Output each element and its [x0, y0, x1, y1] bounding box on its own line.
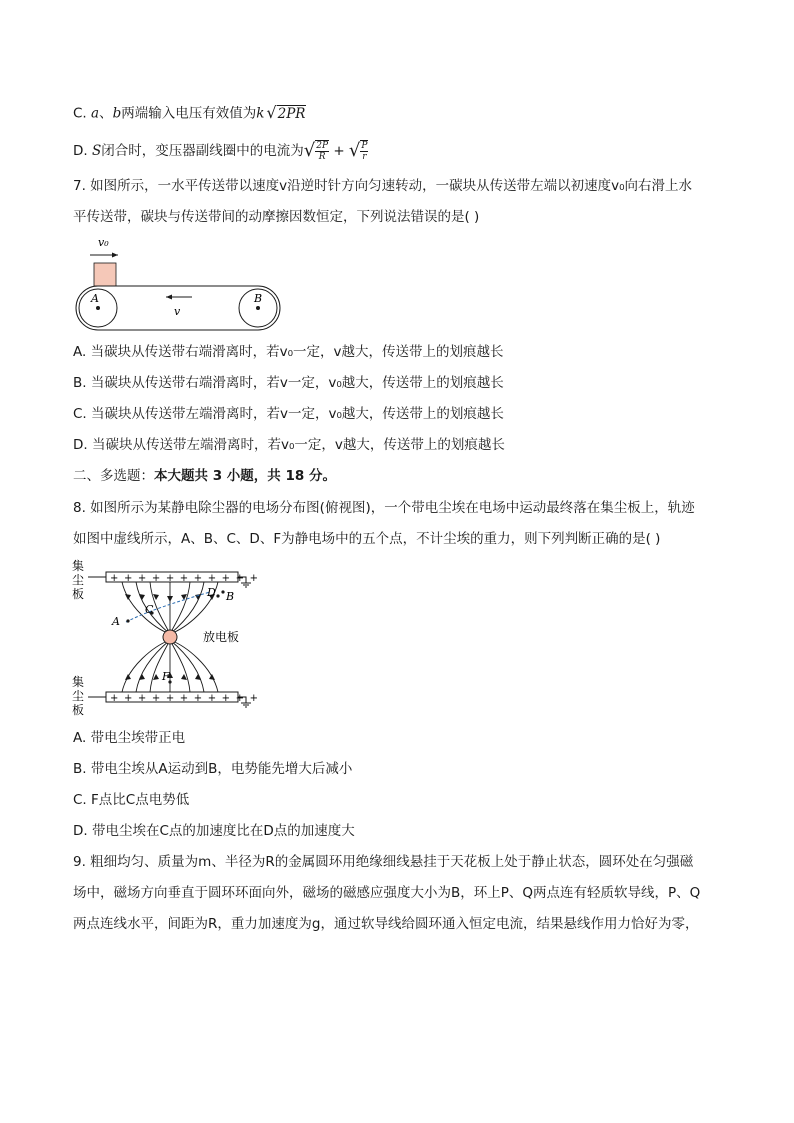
text: 闭合时，变压器副线圈中的电流为 — [101, 143, 304, 159]
numerator: 2P — [316, 141, 329, 151]
q7-option-a: A. 当碳块从传送带右端滑离时，若v₀一定，v越大，传送带上的划痕越长 — [73, 344, 504, 360]
plus: + — [333, 143, 345, 159]
plate-label-char: 尘 — [72, 689, 85, 703]
numerator: P — [361, 141, 368, 151]
q9-line1: 9. 粗细均匀、质量为m、半径为R的金属圆环用绝缘细线悬挂于天花板上处于静止状态，圆环处在匀强磁 — [73, 854, 694, 870]
dust-collector-figure — [70, 556, 270, 721]
plate-label-char: 板 — [72, 703, 85, 717]
q6-option-c — [73, 103, 306, 124]
q8-stem-line2: 如图中虚线所示，A、B、C、D、F为静电场中的五个点，不计尘埃的重力，则下列判断正确的是( ) — [73, 531, 661, 547]
option-label: C. — [73, 105, 92, 122]
math-var: S — [91, 143, 102, 159]
sqrt-expression: √2PR — [266, 103, 306, 122]
label-f: F — [162, 670, 170, 683]
plate-label-char: 集 — [72, 559, 85, 573]
text: 两端输入电压有效值为 — [121, 105, 257, 122]
q8-option-c: C. F点比C点电势低 — [73, 792, 190, 808]
v0-label: v₀ — [98, 236, 109, 249]
q6-option-d: D. S闭合时，变压器副线圈中的电流为√ $\frac{2P}{R}$ + √ $\frac{P}{r}$ — [73, 140, 368, 162]
point-a — [126, 619, 129, 622]
label-d: D — [207, 586, 216, 599]
discharge-label: 放电板 — [203, 630, 240, 644]
plate-label-char: 集 — [72, 675, 85, 689]
v-arrowhead — [166, 295, 172, 300]
q7-option-d: D. 当碳块从传送带左端滑离时，若v₀一定，v越大，传送带上的划痕越长 — [73, 437, 505, 453]
option-label: D. — [73, 143, 92, 159]
field-lines-lower — [122, 640, 218, 692]
q7-option-b: B. 当碳块从传送带右端滑离时，若v一定，v₀越大，传送带上的划痕越长 — [73, 375, 504, 391]
v0-arrowhead — [112, 253, 118, 258]
fraction — [315, 140, 329, 162]
label-a: A — [112, 615, 120, 628]
v-label: v — [174, 305, 181, 318]
pulley-a-axis — [96, 306, 100, 310]
conveyor-figure — [74, 234, 284, 334]
math-var: a — [91, 105, 100, 122]
q9-line2: 场中，磁场方向垂直于圆环环面向外，磁场的磁感应强度大小为B，环上P、Q两点连有轻质软导线，P、Q — [73, 885, 701, 901]
denominator: r — [362, 152, 367, 162]
label-b: B — [254, 292, 263, 305]
label-b: B — [226, 590, 235, 603]
carbon-block — [94, 263, 116, 286]
q8-option-a: A. 带电尘埃带正电 — [73, 730, 186, 746]
plate-label-char: 板 — [72, 587, 85, 601]
field-lines-upper — [122, 582, 218, 634]
section-heading — [73, 466, 336, 486]
fraction — [360, 140, 368, 162]
q7-option-c: C. 当碳块从传送带左端滑离时，若v一定，v₀越大，传送带上的划痕越长 — [73, 406, 504, 422]
point-b — [221, 590, 224, 593]
label-c: C — [145, 603, 154, 616]
math-var: b — [112, 105, 122, 122]
q9-line3: 两点连线水平，间距为R，重力加速度为g，通过软导线给圆环通入恒定电流，结果悬线作用力恰好为零， — [73, 916, 699, 932]
bottom-plate-charges: + + + + + + + + + + + — [110, 693, 260, 704]
label-a: A — [91, 292, 99, 305]
q7-stem-line2: 平传送带，碳块与传送带间的动摩擦因数恒定，下列说法错误的是( ) — [73, 209, 480, 225]
pulley-b-axis — [256, 306, 260, 310]
section-title: 二、多选题： — [73, 468, 154, 484]
text: 、 — [99, 105, 113, 122]
math-var: k — [256, 105, 265, 122]
q8-option-d: D. 带电尘埃在C点的加速度比在D点的加速度大 — [73, 823, 355, 839]
q8-option-b: B. 带电尘埃从A运动到B，电势能先增大后减小 — [73, 761, 353, 777]
discharge-electrode — [163, 630, 177, 644]
q7-stem-line1: 7. 如图所示，一水平传送带以速度v沿逆时针方向匀速转动，一碳块从传送带左端以初速度v₀向右滑上水 — [73, 178, 693, 194]
q8-stem-line1: 8. 如图所示为某静电除尘器的电场分布图(俯视图)，一个带电尘埃在电场中运动最终落在集尘板上，轨迹 — [73, 500, 695, 516]
point-d — [216, 594, 219, 597]
denominator: R — [318, 152, 326, 162]
radicand: 2PR — [277, 106, 306, 122]
plate-label-char: 尘 — [72, 573, 85, 587]
top-plate-charges: + + + + + + + + + + + — [110, 573, 260, 584]
section-detail: 本大题共 3 小题，共 18 分。 — [154, 468, 336, 484]
